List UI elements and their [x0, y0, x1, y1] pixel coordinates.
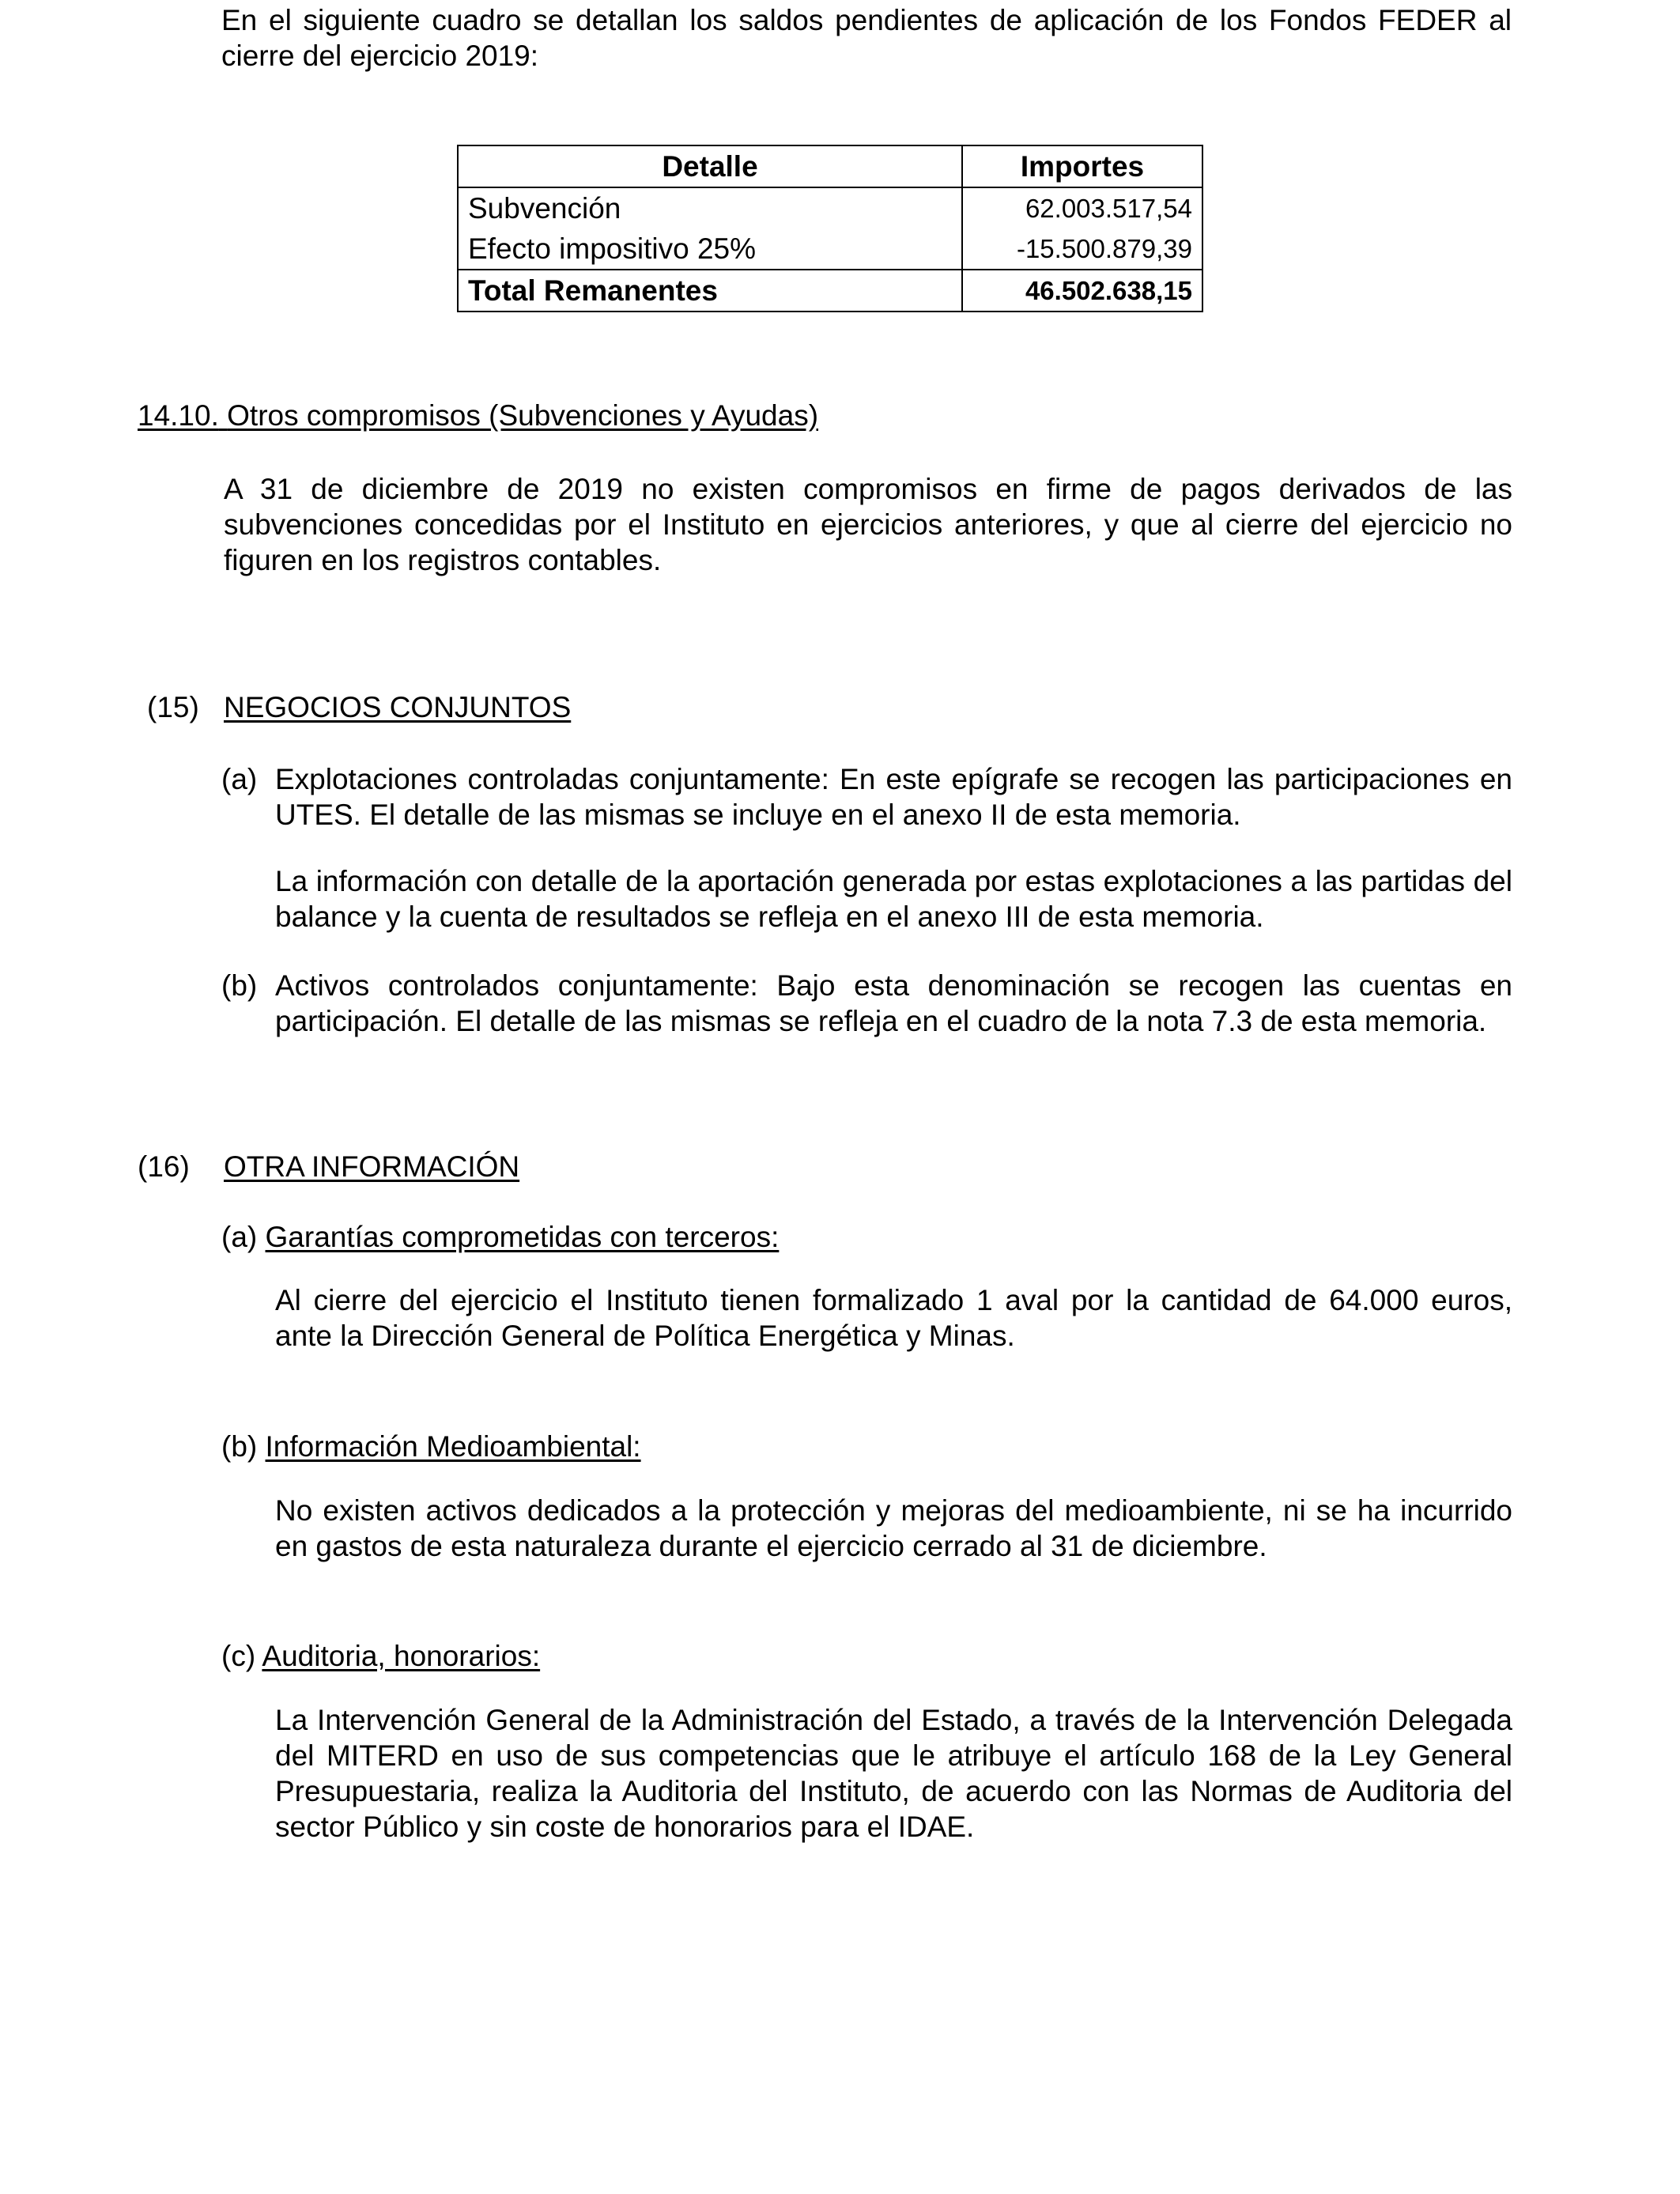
- subsection-marker: (b): [221, 1430, 258, 1463]
- section-15-b-marker: (b): [221, 969, 258, 1002]
- header-detalle: Detalle: [458, 145, 962, 187]
- table-row: [458, 187, 1202, 228]
- subsection-marker: (c): [221, 1640, 256, 1672]
- intro-paragraph: En el siguiente cuadro se detallan los saldos pendientes de aplicación de los Fondos FEDER al cierre del ejercicio 2019:: [221, 4, 1512, 72]
- section-16-a-heading: [221, 1219, 779, 1255]
- section-16-c-heading: [221, 1638, 540, 1674]
- section-15-a-text: Explotaciones controladas conjuntamente: En este epígrafe se recogen las participaciones en UTES. El detalle de las mismas se incluye en el anexo II de esta memoria.: [275, 763, 1512, 831]
- total-label: Total Remanentes: [458, 270, 962, 312]
- table-total-row: [458, 270, 1202, 312]
- header-importes: Importes: [962, 145, 1202, 187]
- table-header-row: [458, 145, 1202, 187]
- section-14-10-body: A 31 de diciembre de 2019 no existen compromisos en firme de pagos derivados de las subvenciones concedidas por el Instituto en ejercicios anteriores, y que al cierre del ejercicio no figuren en los registros contables.: [224, 473, 1512, 576]
- section-16-b-heading: [221, 1429, 641, 1464]
- section-16-title: OTRA INFORMACIÓN: [224, 1150, 520, 1183]
- section-title: Otros compromisos (Subvenciones y Ayudas): [227, 399, 819, 432]
- section-16-c-text: La Intervención General de la Administración del Estado, a través de la Intervención Delegada del MITERD en uso de sus competencias que le atribuye el artículo 168 de la Ley General Presupuestaria, realiza la Auditoria del Instituto, de acuerdo con las Normas de Auditoria del sector Público y sin coste de honorarios para el IDAE.: [275, 1704, 1512, 1843]
- section-14-10-heading: [138, 398, 818, 433]
- subsection-title: Auditoria, honorarios:: [262, 1640, 541, 1672]
- feder-balance-table: [457, 145, 1203, 312]
- section-number: 14.10.: [138, 399, 219, 432]
- total-value: 46.502.638,15: [962, 270, 1202, 312]
- section-16-b-text: No existen activos dedicados a la protección y mejoras del medioambiente, ni se ha incurrido en gastos de esta naturaleza durante el ejercicio cerrado al 31 de diciembre.: [275, 1494, 1512, 1562]
- section-15-number: (15): [147, 691, 199, 723]
- section-15-a-text2: La información con detalle de la aportación generada por estas explotaciones a las partidas del balance y la cuenta de resultados se refleja en el anexo III de esta memoria.: [275, 865, 1512, 933]
- section-16-number: (16): [138, 1150, 190, 1183]
- subsection-title: Información Medioambiental:: [265, 1430, 641, 1463]
- section-16-a-text: Al cierre del ejercicio el Instituto tienen formalizado 1 aval por la cantidad de 64.000 euros, ante la Dirección General de Política Energética y Minas.: [275, 1284, 1512, 1352]
- row-value: 62.003.517,54: [962, 187, 1202, 228]
- subsection-title: Garantías comprometidas con terceros:: [265, 1221, 780, 1253]
- section-15-b-text: Activos controlados conjuntamente: Bajo esta denominación se recogen las cuentas en participación. El detalle de las mismas se refleja en el cuadro de la nota 7.3 de esta memoria.: [275, 969, 1512, 1037]
- subsection-marker: (a): [221, 1221, 258, 1253]
- table-row: [458, 228, 1202, 270]
- row-label: Efecto impositivo 25%: [458, 228, 962, 270]
- section-15-a-marker: (a): [221, 763, 258, 795]
- section-15-title: NEGOCIOS CONJUNTOS: [224, 691, 572, 723]
- row-value: -15.500.879,39: [962, 228, 1202, 270]
- row-label: Subvención: [458, 187, 962, 228]
